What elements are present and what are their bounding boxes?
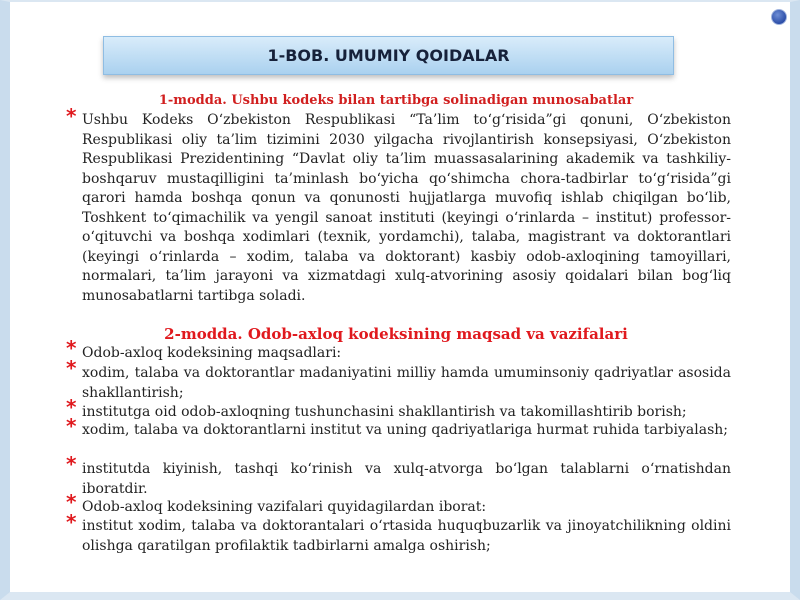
bullet-icon: * <box>66 490 77 514</box>
list-item: institutda kiyinish, tashqi ko‘rinish va xulq-atvorga bo‘lgan talablarni o‘rnatishdan iboratdir. <box>82 461 731 497</box>
bullet-icon: * <box>66 510 77 534</box>
bullet-icon: * <box>66 452 77 476</box>
bullet-icon: * <box>66 356 77 380</box>
bullet-icon: * <box>66 395 77 419</box>
bullet-icon: * <box>66 414 77 438</box>
article-1-heading: 1-modda. Ushbu kodeks bilan tartibga solinadigan munosabatlar <box>158 93 634 108</box>
article-1-paragraph: Ushbu Kodeks O‘zbekiston Respublikasi “Ta’lim to‘g‘risida”gi qonuni, O‘zbekiston Respublikasi oliy ta’lim tizimini 2030 yilgacha rivojlantirish konsepsiyasi, O‘zbekiston Respublikasi Prezidentining “Davlat oliy ta’lim muassasalarining akademik va tashkiliy-boshqaruv mustaqilligini ta’minlash bo‘yicha qo‘shimcha chora-tadbirlar to‘g‘risida”gi qarori hamda boshqa qonun va qonunosti hujjatlarga muvofiq ishlab chiqilgan bo‘lib, Toshkent to‘qimachilik va yengil sanoat instituti (keyingi o‘rinlarda – institut) professor-o‘qituvchi va boshqa xodimlari (texnik, yordamchi), talaba, magistrant va doktorantlari (keyingi o‘rinlarda – xodim, talaba va doktorant) kasbiy odob-axloqining tamoyillari, normalari, ta’lim jarayoni va xizmatdagi xulq-atvorining asosiy qoidalari bilan bog‘liq munosabatlarni tartibga soladi. <box>82 112 731 304</box>
list-item: xodim, talaba va doktorantlar madaniyatini milliy hamda umuminsoniy qadriyatlar asosida shakllantirish; <box>82 365 731 401</box>
bullet-icon: * <box>66 104 77 128</box>
list-item: Odob-axloq kodeksining maqsadlari: <box>82 345 342 361</box>
list-item: institut xodim, talaba va doktorantalari o‘rtasida huquqbuzarlik va jinoyatchilikning oldini olishga qaratilgan profilaktik tadbirlarni amalga oshirish; <box>82 518 731 554</box>
list-item: Odob-axloq kodeksining vazifalari quyidagilardan iborat: <box>82 499 487 515</box>
page-title: 1-BOB. UMUMIY QOIDALAR <box>267 46 510 65</box>
corner-dot-icon <box>771 9 787 25</box>
article-2-heading: 2-modda. Odob-axloq kodeksining maqsad va vazifalari <box>164 325 628 343</box>
title-banner <box>103 36 674 75</box>
bullet-icon: * <box>66 336 77 360</box>
list-item: xodim, talaba va doktorantlarni institut va uning qadriyatlariga hurmat ruhida tarbiyalash; <box>82 422 728 438</box>
list-item: institutga oid odob-axloqning tushunchasini shakllantirish va takomillashtirib borish; <box>82 404 687 420</box>
